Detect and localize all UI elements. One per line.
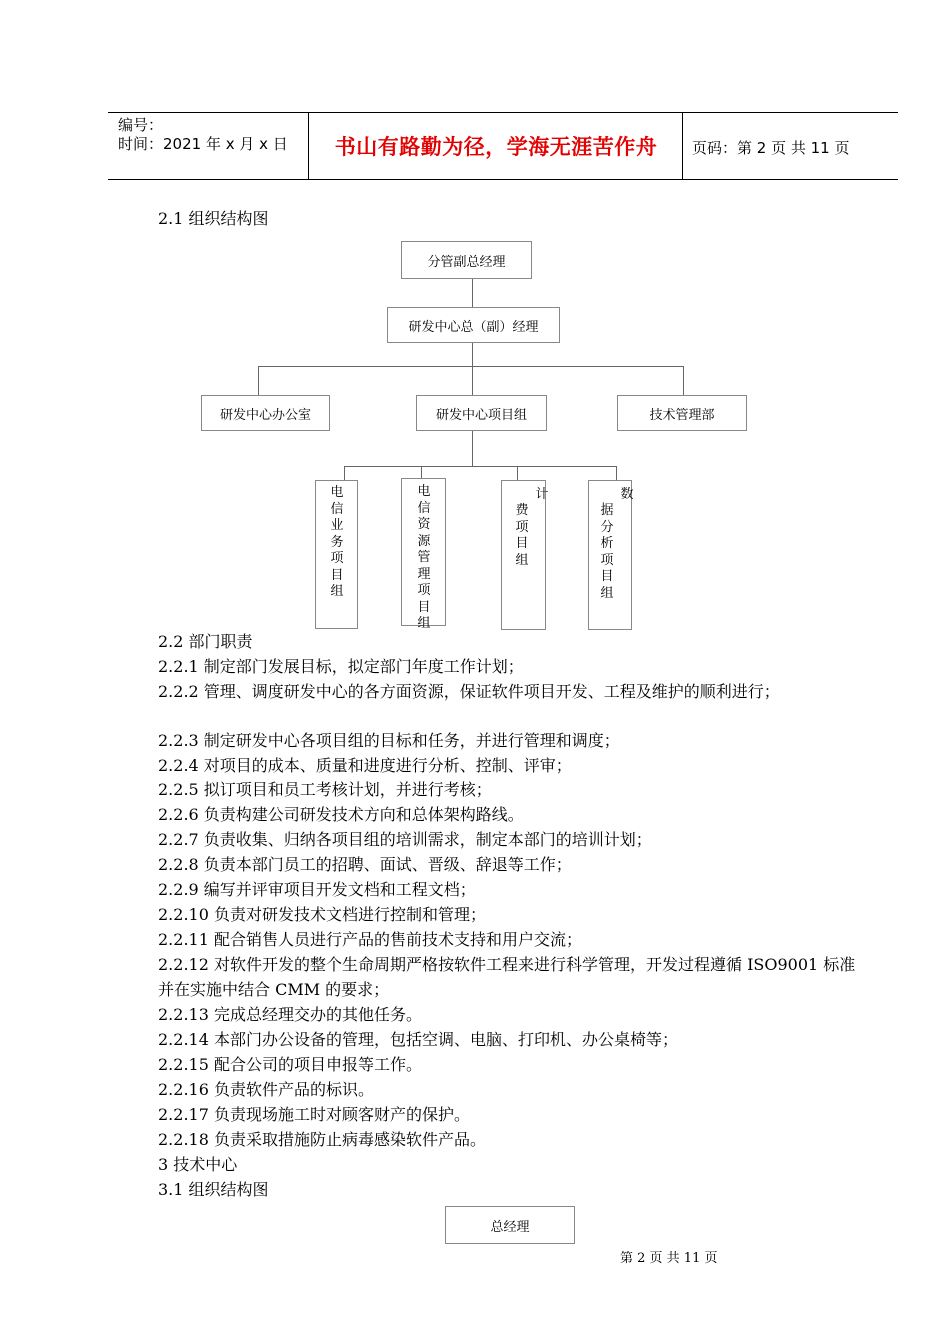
org-box-label-head: 数 — [620, 487, 634, 502]
section-title: 2.2 部门职责 — [158, 632, 253, 651]
duty-item: 2.2.16 负责软件产品的标识。 — [158, 1080, 374, 1099]
duty-item: 2.2.12 对软件开发的整个生命周期严格按软件工程来进行科学管理，开发过程遵循 ISO9001 标准并在实施中结合 CMM 的要求； — [158, 955, 856, 999]
org-box-label: 电信资源管理项目组 — [417, 484, 431, 631]
org-box-rd-director: 研发中心总（副）经理 — [387, 307, 560, 343]
connector-line — [344, 466, 345, 480]
connector-line — [472, 430, 473, 466]
duty-item: 2.2.11 配合销售人员进行产品的售前技术支持和用户交流； — [158, 930, 582, 949]
connector-line — [344, 466, 617, 467]
org-box-label: 费项目组 — [515, 503, 529, 568]
org-box-general-manager: 总经理 — [445, 1206, 575, 1244]
duty-item: 2.2.14 本部门办公设备的管理，包括空调、电脑、打印机、办公桌椅等； — [158, 1030, 678, 1049]
org-box-rd-project-group: 研发中心项目组 — [416, 395, 547, 431]
org-box-telecom-business-group — [315, 480, 358, 629]
header-time-label: 时间：2021 年 x 月 x 日 — [118, 135, 288, 153]
header-motto: 书山有路勤为径，学海无涯苦作舟 — [334, 135, 658, 159]
section-subtitle: 3.1 组织结构图 — [158, 1180, 269, 1199]
header-divider — [682, 112, 683, 180]
header-left-cell — [118, 116, 288, 154]
duty-item: 2.2.4 对项目的成本、质量和进度进行分析、控制、评审； — [158, 756, 572, 775]
header-top-border — [108, 112, 898, 113]
org-box-label: 据分析项目组 — [600, 503, 614, 601]
section-title: 2.1 组织结构图 — [158, 209, 269, 228]
duty-item: 2.2.13 完成总经理交办的其他任务。 — [158, 1005, 422, 1024]
duty-item: 2.2.1 制定部门发展目标，拟定部门年度工作计划； — [158, 657, 524, 676]
duty-item: 2.2.7 负责收集、归纳各项目组的培训需求，制定本部门的培训计划； — [158, 830, 652, 849]
header-bottom-border — [108, 179, 898, 180]
connector-line — [472, 278, 473, 308]
duty-item: 2.2.3 制定研发中心各项目组的目标和任务，并进行管理和调度； — [158, 731, 620, 750]
page-footer: 第 2 页 共 11 页 — [620, 1251, 718, 1266]
header-page-info: 页码：第 2 页 共 11 页 — [692, 139, 850, 157]
connector-line — [517, 466, 518, 480]
duty-item: 2.2.17 负责现场施工时对顾客财产的保护。 — [158, 1105, 470, 1124]
duty-item: 2.2.2 管理、调度研发中心的各方面资源，保证软件项目开发、工程及维护的顺利进行； — [158, 682, 780, 701]
duty-item: 2.2.9 编写并评审项目开发文档和工程文档； — [158, 880, 476, 899]
duty-item: 2.2.18 负责采取措施防止病毒感染软件产品。 — [158, 1130, 486, 1149]
header-number-label: 编号： — [118, 116, 164, 134]
header-divider — [308, 112, 309, 180]
org-box-label: 电信业务项目组 — [330, 485, 344, 599]
org-box-rd-office: 研发中心办公室 — [201, 395, 330, 431]
duty-item: 2.2.5 拟订项目和员工考核计划，并进行考核； — [158, 780, 492, 799]
duty-item: 2.2.8 负责本部门员工的招聘、面试、晋级、辞退等工作； — [158, 855, 572, 874]
org-box-billing-group — [501, 480, 549, 630]
duty-item: 2.2.10 负责对研发技术文档进行控制和管理； — [158, 905, 486, 924]
connector-line — [616, 466, 617, 480]
connector-line — [421, 466, 422, 478]
org-box-vice-gm: 分管副总经理 — [401, 241, 532, 279]
duty-item: 2.2.6 负责构建公司研发技术方向和总体架构路线。 — [158, 805, 524, 824]
connector-line — [258, 366, 259, 396]
connector-line — [472, 342, 473, 366]
org-box-telecom-resource-group — [401, 478, 446, 631]
section-title: 3 技术中心 — [158, 1155, 238, 1174]
connector-line — [258, 366, 684, 367]
duty-item: 2.2.15 配合公司的项目申报等工作。 — [158, 1055, 422, 1074]
org-box-data-analysis-group — [588, 480, 632, 630]
connector-line — [683, 366, 684, 396]
connector-line — [472, 366, 473, 396]
org-box-label-head: 计 — [535, 487, 549, 502]
org-box-tech-management: 技术管理部 — [617, 395, 747, 431]
